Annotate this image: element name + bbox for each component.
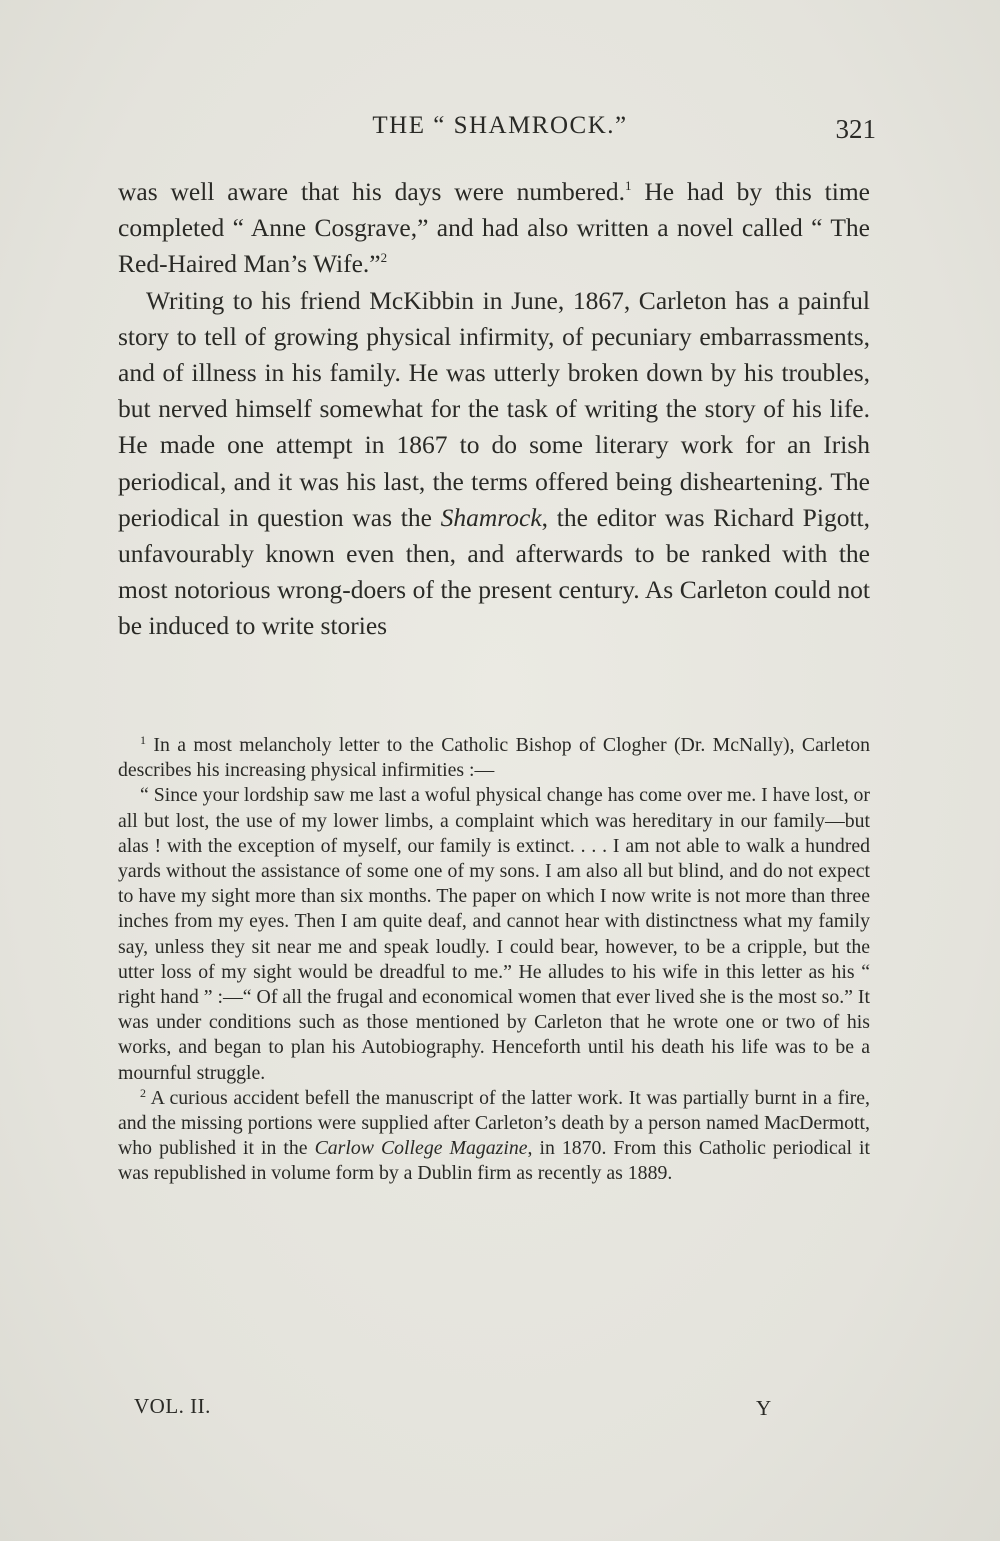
paragraph-2-text-b: , the editor was Richard Pigott, unfavourably known even then, and afterwards to be ranked with the most notorious wrong-doers of the present century. As Carleton could not be induced to write stories [118, 502, 870, 641]
running-title: THE “ SHAMROCK.” [372, 112, 628, 139]
footnote-2-text-a: A curious accident befell the manuscript of the latter work. It was partially burnt in a fire, and the missing portions were supplied after Carleton’s death by a person named MacDermott, who published it in the [118, 1086, 870, 1160]
footnote-1-quote: “ Since your lordship saw me last a woful physical change has come over me. I have lost, or all but lost, the use of my lower limbs, a complaint which was hereditary in our family—but alas ! with the exception of myself, our family is extinct. . . . I am not able to walk a hundred yards without the assistance of some one of my sons. I am also all but blind, and do not expect to have my sight more than six months. The paper on which I now write is not more than three inches from my eyes. Then I am quite deaf, and cannot hear with distinctness what my family say, unless they sit near me and speak loudly. I could bear, however, to be a cripple, but the utter loss of my sight would be dreadful to me.” He alludes to his wife in this letter as his “ right hand ” :—“ Of all the frugal and economical women that ever lived she is the most so.” It was under conditions such as those mentioned by Carleton that he wrote one or two of his works, and began to plan his Autobiography. Henceforth until his death his life was to be a mournful struggle. [118, 784, 870, 1084]
footnote-2-mark: 2 [140, 1085, 146, 1100]
footnote-ref-2: 2 [380, 250, 388, 266]
volume-label: VOL. II. [134, 1394, 211, 1418]
running-head [120, 110, 880, 150]
footnote-1-mark: 1 [140, 733, 146, 747]
magazine-title: Carlow College Magazine [314, 1137, 528, 1160]
periodical-title: Shamrock [440, 502, 542, 532]
footnote-2-text-b: , in 1870. From this Catholic periodical it was republished in volume form by a Dublin firm as recently as 1889. [118, 1137, 870, 1185]
paragraph-1-text-b: He had by this time completed “ Anne Cosgrave,” and had also written a novel called “ The Red-Haired Man’s Wife.” [118, 177, 870, 279]
footnote-1-intro: In a most melancholy letter to the Catholic Bishop of Clogher (Dr. McNally), Carleton describes his increasing physical infirmities :— [118, 734, 870, 782]
footnote-1 [118, 733, 870, 783]
footnotes [118, 733, 870, 1187]
page-number: 321 [835, 114, 876, 144]
signature-line [134, 1394, 784, 1424]
paragraph-2-text-a: Writing to his friend McKibbin in June, 1867, Carleton has a painful story to tell of growing physical infirmity, of pecuniary embarrassments, and of illness in his family. He was utterly broken down by his troubles, but nerved himself somewhat for the task of writing the story of his life. He made one attempt in 1867 to do some literary work for an Irish periodical, and it was his last, the terms offered being disheartening. The periodical in question was the [118, 285, 870, 532]
paragraph-1 [118, 174, 870, 283]
footnote-2 [118, 1086, 870, 1187]
footnote-ref-1: 1 [625, 178, 632, 193]
body-text [118, 174, 870, 645]
signature-mark: Y [756, 1396, 772, 1420]
paragraph-2 [118, 283, 870, 645]
paragraph-1-text-a: was well aware that his days were numbered. [118, 177, 626, 206]
